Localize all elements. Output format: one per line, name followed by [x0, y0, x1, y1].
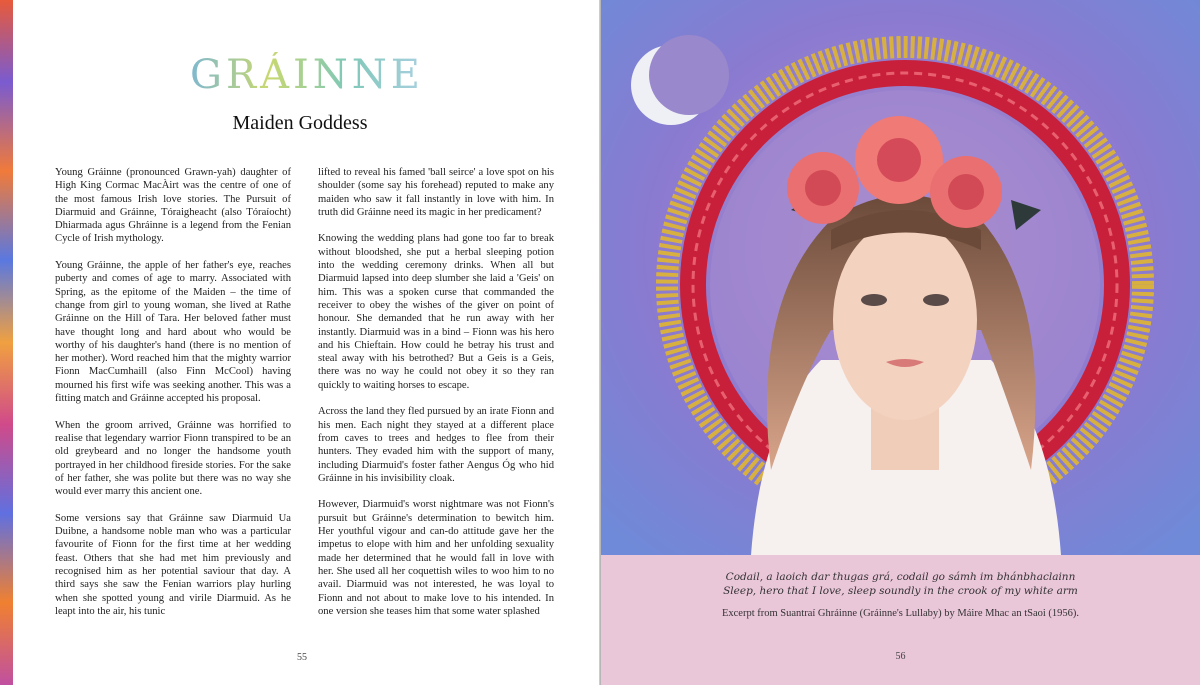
grainne-illustration: [601, 0, 1200, 555]
page-number-left: 55: [297, 652, 307, 663]
text-column-1: [55, 166, 291, 631]
chapter-subtitle: Maiden Goddess: [232, 112, 368, 134]
chapter-title: GRÁINNE: [190, 52, 424, 98]
page-edge-artwork: [0, 0, 13, 685]
right-page: [601, 0, 1200, 685]
verse-english: Sleep, hero that I love, sleep soundly in the crook of my white arm: [723, 585, 1078, 597]
paragraph: When the groom arrived, Gráinne was horrified to realise that legendary warrior Fionn transpired to be an old greybeard and no longer the handsome youth portrayed in her childhood fireside stories. For the sake of her father, she was polite but there was no way she would ever marry this ancient one.: [55, 419, 291, 498]
paragraph: lifted to reveal his famed 'ball seirce' a love spot on his shoulder (some say his forehead) reputed to make any maiden who saw it fall instantly in love with him. In truth did Gráinne need its magic in her predicament?: [318, 167, 554, 218]
verse-quote: [601, 570, 1200, 598]
face: [833, 220, 977, 420]
paragraph: However, Diarmuid's worst nightmare was not Fionn's pursuit but Gráinne's determination to bewitch him. Her youthful vigour and can-do attitude gave her the impetus to elope with him and her unfolding sexuality made her determined that he would fall in love with her. She used all her coquettish wiles to woo him to no avail. Diarmuid was not interested, he was loyal to Fionn and not about to make love to his intended. In one version she teases him that some water splashed: [318, 499, 554, 617]
chapter-title-wrap: [190, 52, 424, 98]
paragraph: Young Gráinne, the apple of her father's eye, reaches puberty and comes of age to marry. Associated with Spring, as the epitome of the Maiden – the time of change from girl to young woman, she lived at Rathe Gráinne on the Hill of Tara. Her beloved father must have thought long and hard about who would be worthy of his daughter's hand (there is no mention of her mother). Word reached him that the mighty warrior Fionn MacCumhaill (also Finn McCool) having mourned his first wife was seeking another. This was a fitting match and Gráinne accepted his proposal.: [55, 260, 291, 405]
paragraph: Young Gráinne (pronounced Grawn-yah) daughter of High King Cormac MacÀirt was the centre of one of the most famous Irish love stories. The Pursuit of Diarmuid and Gráinne, Tóraigheacht (also Tóraíocht) Dhiarmada agus Ghráinne is a legend from the Fenian Cycle of Irish mythology.: [55, 167, 291, 245]
paragraph: Knowing the wedding plans had gone too far to break without bloodshed, she put a herbal sleeping potion into the wedding ceremony drinks. When all but Diarmuid lapsed into deep slumber she laid a 'Geis' on him. This was a spoken curse that commanded the receiver to obey the wishes of the giver on point of honour. She demanded that he run away with her instantly. Diarmuid was in a bind – Fionn was his hero and his Chieftain. How could he betray his trust and steal away with his betrothed? But a Geis is a Geis, there was no way he could not obey it so they ran quickly to waiting horses to escape.: [318, 233, 554, 391]
paragraph: Across the land they fled pursued by an irate Fionn and his men. Each night they stayed at a different place from caves to trees and hedges to flee from their hunters. They evaded him with the support of many, including Diarmuid's foster father Aengus Óg who hid Gráinne in his invisibility cloak.: [318, 406, 554, 484]
caption-panel: [601, 555, 1200, 685]
verse-irish: Codail, a laoich dar thugas grá, codail go sámh im bhánbhaclainn: [725, 571, 1076, 583]
verse-credit: Excerpt from Suantraí Ghráinne (Gráinne's Lullaby) by Máire Mhac an tSaoi (1956).: [721, 608, 1080, 619]
page-number-right: 56: [895, 651, 906, 662]
text-column-2: [318, 166, 554, 631]
paragraph: Some versions say that Gráinne saw Diarmuid Ua Duibne, a handsome noble man who was a particular favourite of Fionn for the first time at her wedding feast. Others that she had met him previously and recognised him as her potential saviour that day. A third says she saw the Fenian warriors play hurling when she spotted young and virile Diarmuid. As he leapt into the air, his tunic: [55, 512, 291, 617]
